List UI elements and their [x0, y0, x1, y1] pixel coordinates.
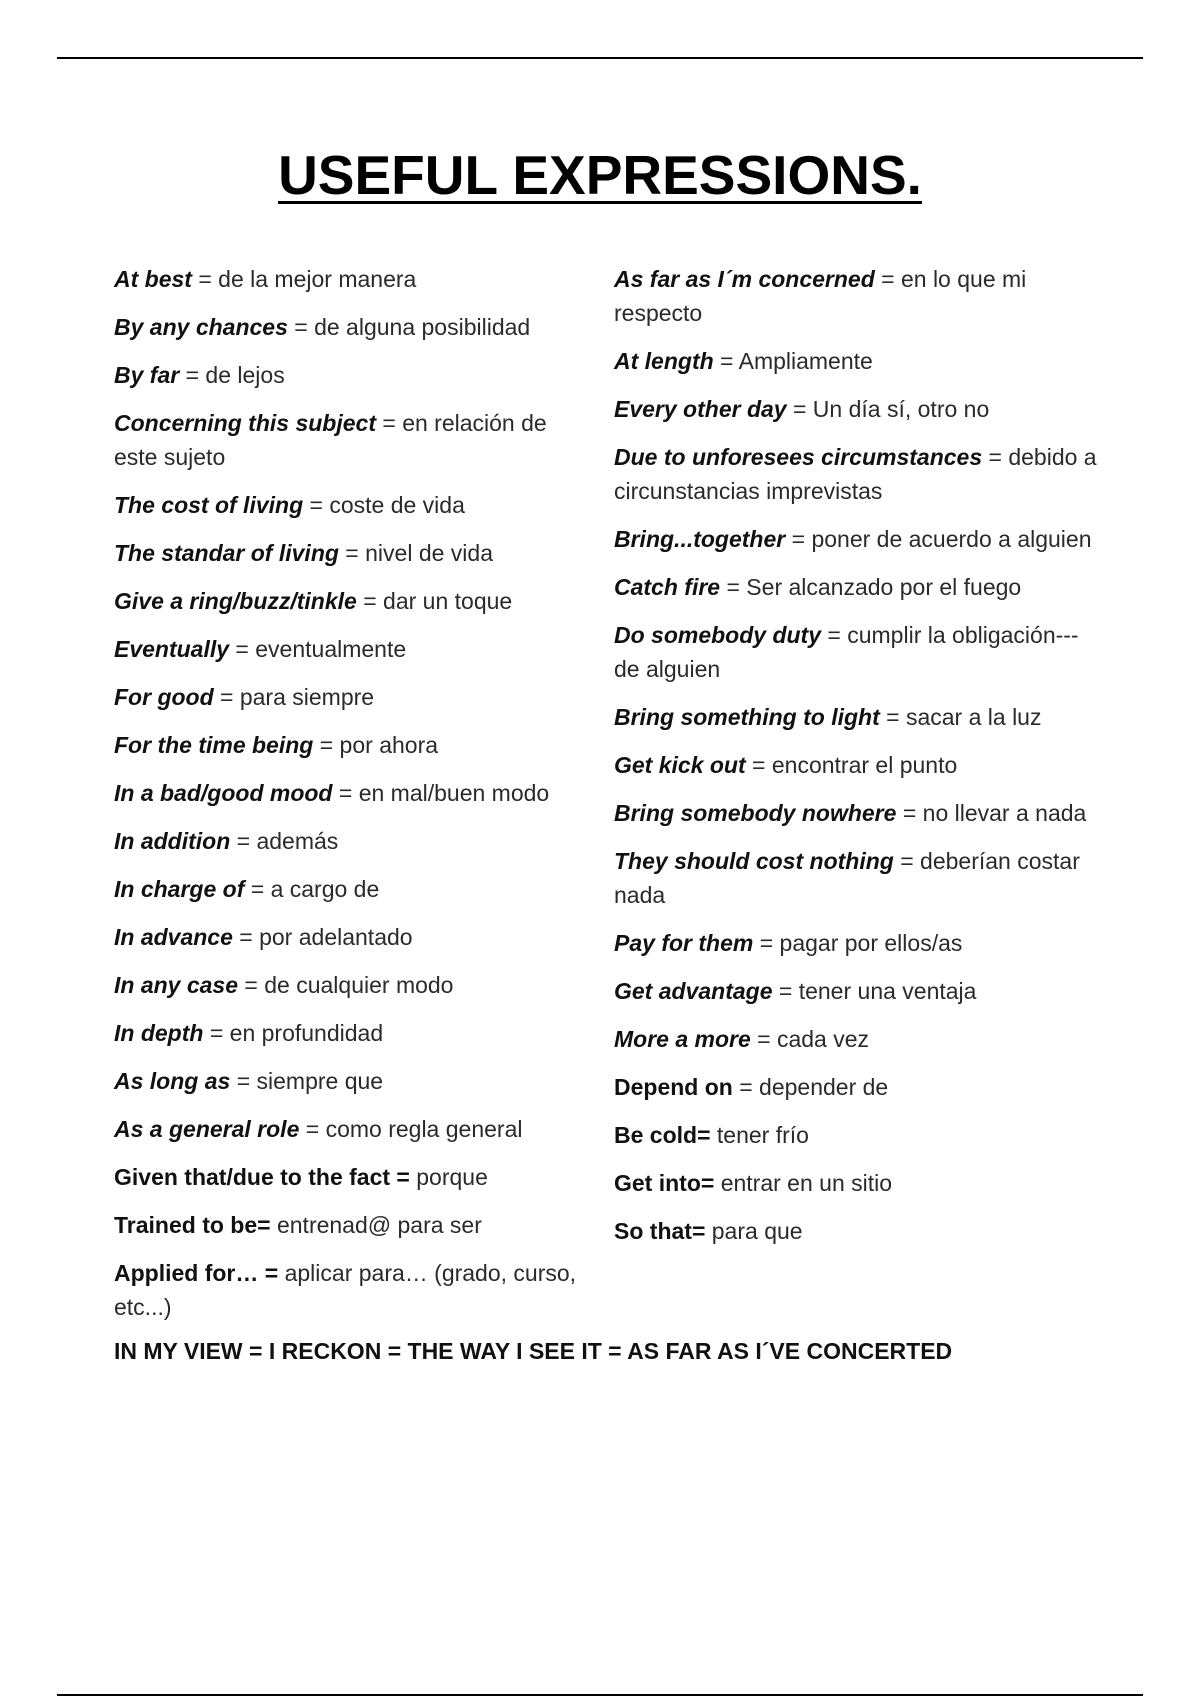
expression-meaning: = dar un toque: [356, 588, 513, 614]
expression-entry: [114, 536, 584, 570]
expression-meaning: = coste de vida: [303, 492, 465, 518]
expression-entry: [614, 392, 1104, 426]
expression-meaning: = como regla general: [299, 1116, 523, 1142]
expression-entry: [114, 1208, 584, 1242]
expression-meaning: = en lo que mi respecto: [614, 266, 1027, 326]
expression-term: More a more: [614, 1026, 751, 1052]
expression-meaning: tener frío: [710, 1122, 809, 1148]
expression-meaning: = Un día sí, otro no: [786, 396, 990, 422]
expression-term: Catch fire: [614, 574, 721, 600]
expression-term: The cost of living: [114, 492, 304, 518]
expression-term: In charge of: [114, 876, 245, 902]
expression-meaning: = de alguna posibilidad: [287, 314, 531, 340]
closing-line: IN MY VIEW = I RECKON = THE WAY I SEE IT = AS FAR AS I´VE CONCERTED: [114, 1338, 953, 1364]
expression-term: Do somebody duty: [614, 622, 822, 648]
expression-meaning: = nivel de vida: [338, 540, 493, 566]
expression-entry: [114, 358, 584, 392]
expression-term: Be cold=: [614, 1122, 711, 1148]
expression-term: By any chances: [114, 314, 288, 340]
expression-term: Trained to be=: [114, 1212, 271, 1238]
expression-term: As long as: [114, 1068, 231, 1094]
expression-entry: [614, 440, 1104, 508]
expression-entry: [114, 406, 584, 474]
expression-entry: [114, 584, 584, 618]
expression-meaning: = no llevar a nada: [896, 800, 1087, 826]
expression-meaning: = tener una ventaja: [772, 978, 977, 1004]
expression-term: Every other day: [614, 396, 787, 422]
expression-entry: [614, 522, 1104, 556]
expression-term: Due to unforesees circumstances: [614, 444, 983, 470]
expression-entry: [114, 920, 584, 954]
expression-meaning: = para siempre: [213, 684, 375, 710]
top-divider: [57, 57, 1143, 59]
expression-term: Depend on: [614, 1074, 733, 1100]
expression-entry: [614, 1214, 1104, 1248]
expression-meaning: = por adelantado: [232, 924, 413, 950]
expression-term: Bring something to light: [614, 704, 880, 730]
expression-meaning: = en relación de este sujeto: [114, 410, 547, 470]
expression-term: For the time being: [114, 732, 314, 758]
expression-meaning: = cumplir la obligación--- de alguien: [614, 622, 1079, 682]
expression-entry: [614, 1118, 1104, 1152]
page-title-text: USEFUL EXPRESSIONS.: [278, 144, 922, 206]
expression-meaning: = por ahora: [313, 732, 439, 758]
expression-term: Get advantage: [614, 978, 773, 1004]
expression-entry: [614, 796, 1104, 830]
expression-entry: [114, 824, 584, 858]
expression-term: As far as I´m concerned: [614, 266, 875, 292]
expression-meaning: aplicar para… (grado, curso, etc...): [114, 1260, 577, 1320]
expression-term: Get kick out: [614, 752, 746, 778]
expression-entry: [114, 680, 584, 714]
expression-term: For good: [114, 684, 214, 710]
expression-entry: [114, 1064, 584, 1098]
expression-term: Pay for them: [614, 930, 754, 956]
expression-entry: [114, 776, 584, 810]
expression-entry: [114, 1256, 584, 1324]
expression-meaning: = encontrar el punto: [745, 752, 958, 778]
expression-term: At best: [114, 266, 192, 292]
expression-term: In any case: [114, 972, 239, 998]
expression-entry: [614, 570, 1104, 604]
expression-term: Given that/due to the fact =: [114, 1164, 410, 1190]
expression-entry: [614, 344, 1104, 378]
expression-term: They should cost nothing: [614, 848, 894, 874]
expression-term: In depth: [114, 1020, 204, 1046]
expression-entry: [614, 1166, 1104, 1200]
expression-entry: [614, 974, 1104, 1008]
expression-entry: [614, 926, 1104, 960]
expression-term: In advance: [114, 924, 233, 950]
expression-entry: [114, 872, 584, 906]
expression-meaning: = de la mejor manera: [191, 266, 417, 292]
expression-meaning: = pagar por ellos/as: [753, 930, 963, 956]
expression-term: Bring somebody nowhere: [614, 800, 897, 826]
expression-term: The standar of living: [114, 540, 339, 566]
expression-meaning: entrenad@ para ser: [270, 1212, 482, 1238]
expression-meaning: = siempre que: [230, 1068, 384, 1094]
expression-meaning: = en profundidad: [203, 1020, 384, 1046]
expression-meaning: = deberían costar nada: [614, 848, 1080, 908]
expression-entry: [114, 968, 584, 1002]
expression-entry: [614, 748, 1104, 782]
expression-meaning: para que: [705, 1218, 803, 1244]
expression-entry: [614, 1070, 1104, 1104]
expression-entry: [114, 728, 584, 762]
expression-term: Concerning this subject: [114, 410, 376, 436]
expression-entry: [114, 632, 584, 666]
expression-meaning: = depender de: [732, 1074, 889, 1100]
bottom-divider: [57, 1694, 1143, 1696]
expression-entry: [114, 310, 584, 344]
expression-meaning: = a cargo de: [244, 876, 380, 902]
expression-term: Get into=: [614, 1170, 715, 1196]
expression-entry: [614, 844, 1104, 912]
expression-meaning: = debido a circunstancias imprevistas: [614, 444, 1097, 504]
expression-term: In addition: [114, 828, 231, 854]
page-title: [0, 142, 1200, 208]
expression-meaning: = además: [230, 828, 339, 854]
expression-entry: [114, 1160, 584, 1194]
expression-meaning: = sacar a la luz: [879, 704, 1042, 730]
expression-term: Applied for… =: [114, 1260, 279, 1286]
expression-meaning: = eventualmente: [229, 636, 407, 662]
expression-term: By far: [114, 362, 180, 388]
expression-meaning: = poner de acuerdo a alguien: [785, 526, 1092, 552]
expression-entry: [114, 488, 584, 522]
right-column: [614, 262, 1104, 1262]
expression-entry: [614, 618, 1104, 686]
expression-term: Eventually: [114, 636, 230, 662]
expression-term: As a general role: [114, 1116, 300, 1142]
expression-term: Give a ring/buzz/tinkle: [114, 588, 357, 614]
expression-term: In a bad/good mood: [114, 780, 333, 806]
expression-entry: [114, 1016, 584, 1050]
expression-meaning: = de lejos: [179, 362, 285, 388]
expression-meaning: = en mal/buen modo: [332, 780, 550, 806]
expression-meaning: porque: [409, 1164, 488, 1190]
expression-entry: [614, 1022, 1104, 1056]
expression-entry: [614, 700, 1104, 734]
expression-entry: [114, 262, 584, 296]
expression-meaning: = de cualquier modo: [238, 972, 454, 998]
left-column: [114, 262, 584, 1338]
expression-term: So that=: [614, 1218, 706, 1244]
expression-entry: [614, 262, 1104, 330]
expression-term: At length: [614, 348, 714, 374]
expression-meaning: entrar en un sitio: [714, 1170, 893, 1196]
expression-meaning: = cada vez: [750, 1026, 870, 1052]
expression-entry: [114, 1112, 584, 1146]
expression-meaning: = Ser alcanzado por el fuego: [720, 574, 1022, 600]
expression-meaning: = Ampliamente: [713, 348, 873, 374]
expression-term: Bring...together: [614, 526, 786, 552]
